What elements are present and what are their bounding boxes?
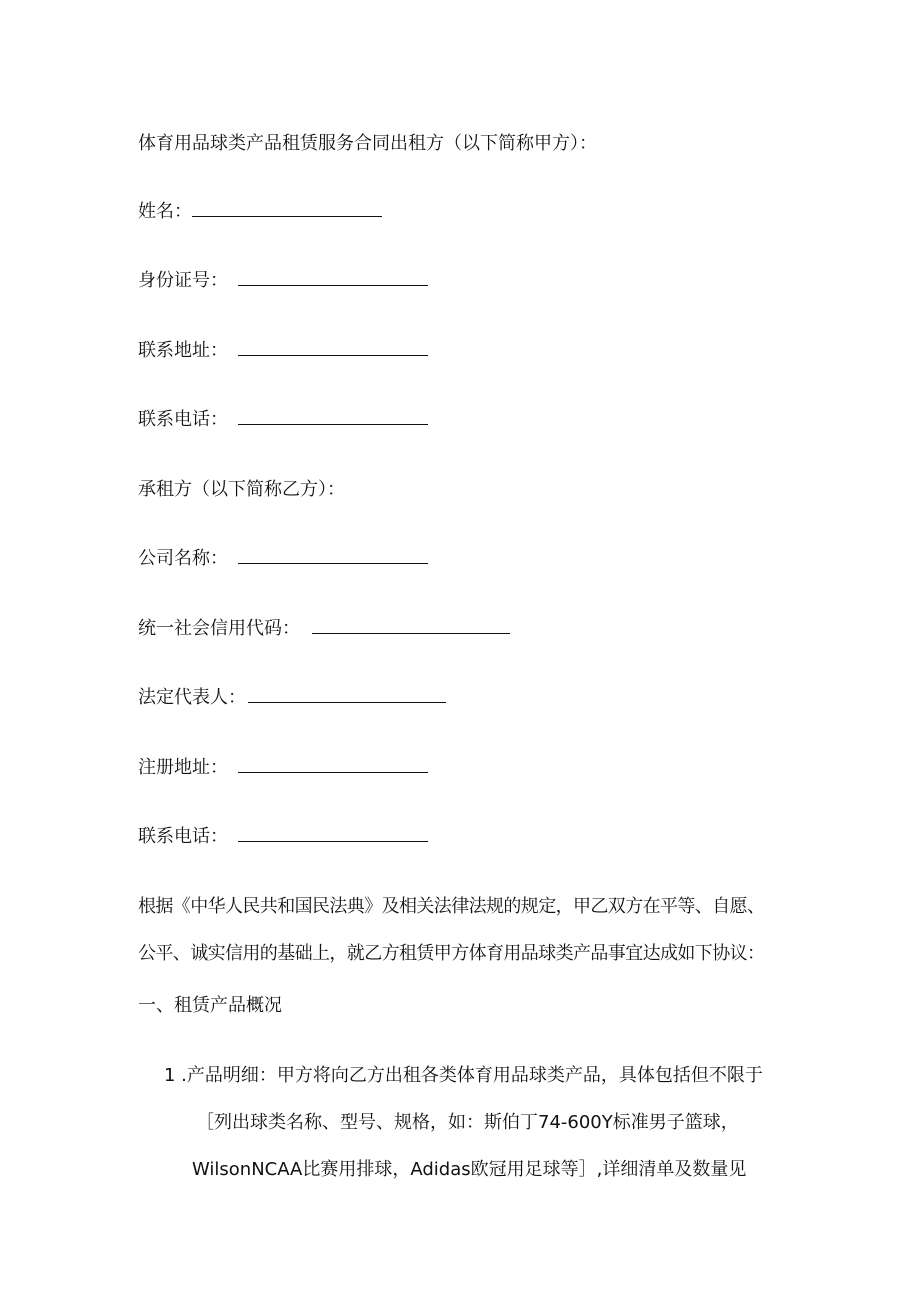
lessee-credit-code-label: 统一社会信用代码： xyxy=(138,618,300,639)
lessee-legal-rep-blank[interactable] xyxy=(248,686,446,703)
item-1-line-3: WilsonNCAA比赛用排球，Adidas欧冠用足球等］,详细清单及数量见 xyxy=(192,1159,747,1180)
lessor-name-field xyxy=(138,200,382,224)
lessee-company-label: 公司名称： xyxy=(138,548,228,569)
item-1-line-2: ［列出球类名称、型号、规格，如：斯伯丁74-600Y标准男子篮球， xyxy=(196,1112,739,1133)
lessee-phone-label: 联系电话： xyxy=(138,826,228,847)
lessee-phone-blank[interactable] xyxy=(238,825,428,842)
lessee-credit-code-blank[interactable] xyxy=(312,617,510,634)
lessor-id-label: 身份证号： xyxy=(138,270,228,291)
preamble-line-1: 根据《中华人民共和国民法典》及相关法律法规的规定，甲乙双方在平等、自愿、 xyxy=(138,896,765,917)
lessor-address-blank[interactable] xyxy=(238,339,428,356)
section-1-heading: 一、租赁产品概况 xyxy=(138,995,282,1016)
lessor-id-blank[interactable] xyxy=(238,269,428,286)
contract-title: 体育用品球类产品租赁服务合同出租方（以下简称甲方）： xyxy=(138,133,597,154)
lessor-name-blank[interactable] xyxy=(192,200,382,217)
lessee-reg-address-field xyxy=(138,756,428,780)
lessee-reg-address-label: 注册地址： xyxy=(138,757,228,778)
lessee-company-field xyxy=(138,547,428,571)
lessor-phone-label: 联系电话： xyxy=(138,409,228,430)
lessee-company-blank[interactable] xyxy=(238,547,428,564)
lessee-legal-rep-field xyxy=(138,686,446,710)
lessor-name-label: 姓名： xyxy=(138,201,192,222)
preamble-line-2: 公平、诚实信用的基础上，就乙方租赁甲方体育用品球类产品事宜达成如下协议： xyxy=(138,943,765,964)
item-1-line-1: 1 .产品明细：甲方将向乙方出租各类体育用品球类产品，具体包括但不限于 xyxy=(164,1065,763,1086)
lessor-id-field xyxy=(138,269,428,293)
lessee-reg-address-blank[interactable] xyxy=(238,756,428,773)
lessee-credit-code-field xyxy=(138,617,510,641)
lessor-phone-blank[interactable] xyxy=(238,408,428,425)
lessor-phone-field xyxy=(138,408,428,432)
lessee-phone-field xyxy=(138,825,428,849)
lessee-heading: 承租方（以下简称乙方）： xyxy=(138,479,345,500)
lessee-legal-rep-label: 法定代表人： xyxy=(138,687,246,708)
lessor-address-field xyxy=(138,339,428,363)
lessor-address-label: 联系地址： xyxy=(138,340,228,361)
